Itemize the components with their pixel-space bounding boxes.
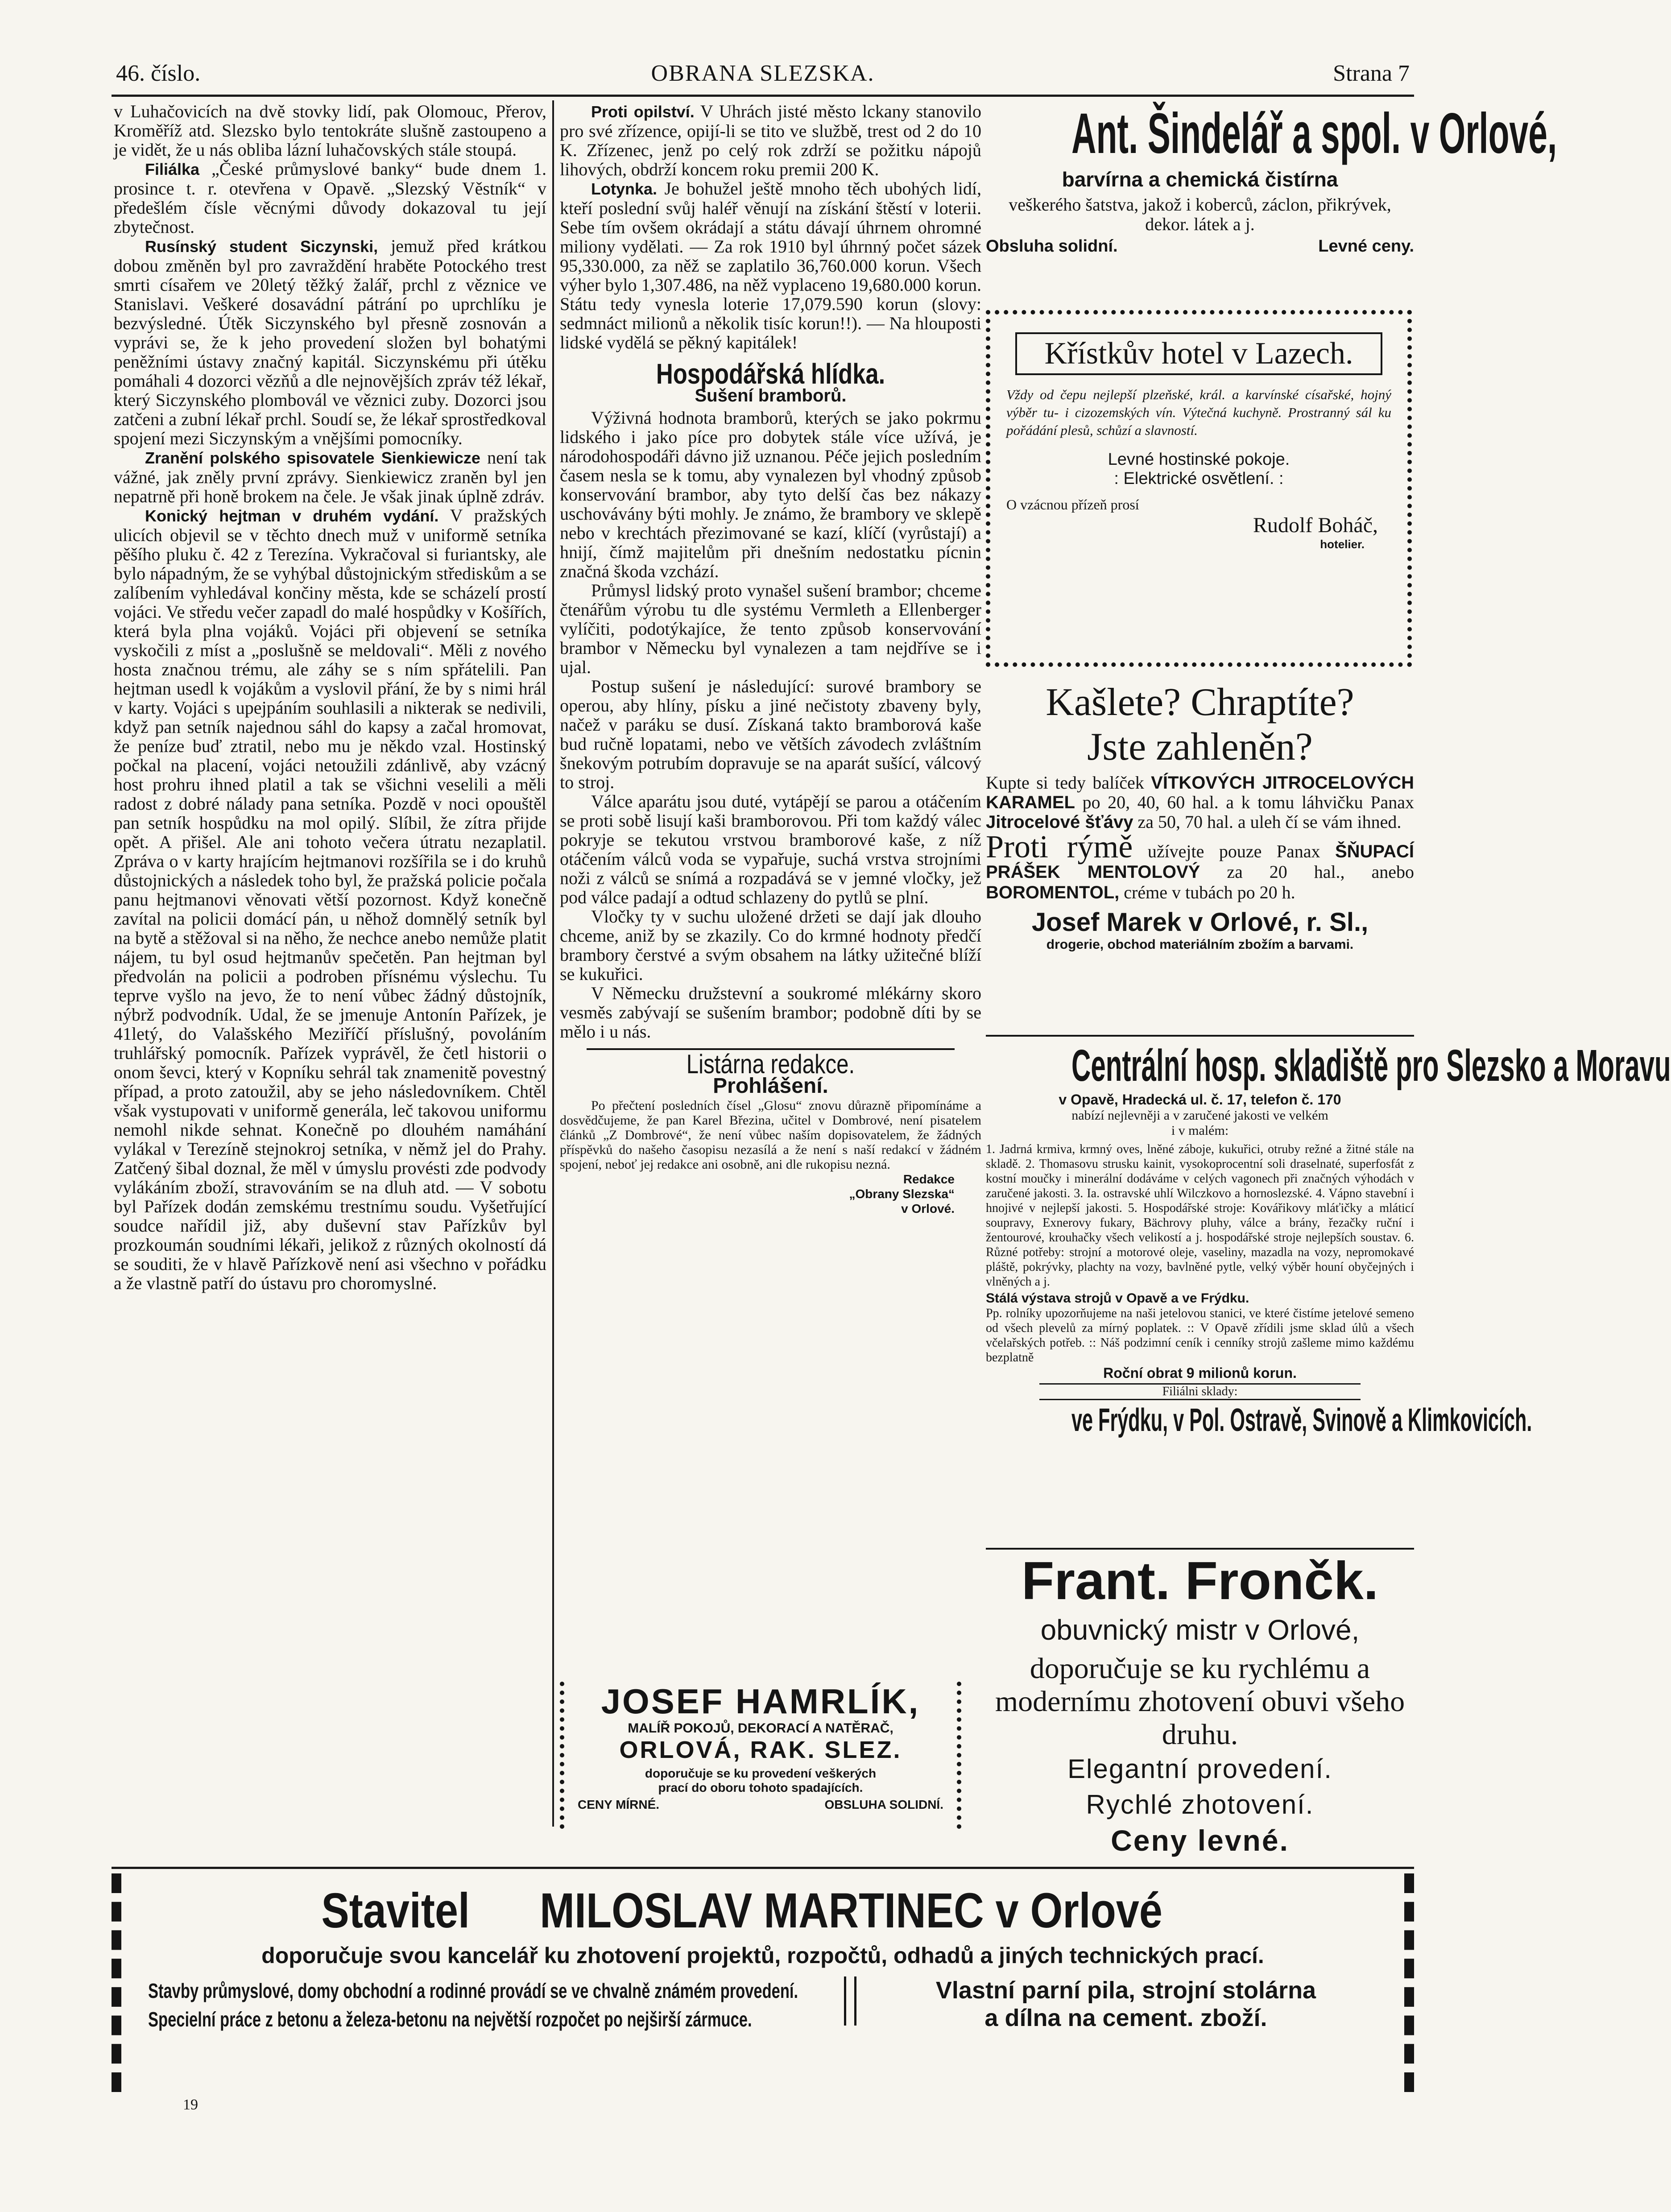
article-loterie: Lotynka. Je bohužel ještě mnoho těch ubohých lidí, kteří poslední svůj haléř věnují na získání štěstí v loterii. Sebe tím ovšem okrádají a státu dávají úhrnem ohromné miliony vydělati. — Za rok 1910 byl úhrnný počet sázek 95,330.000, za něž se zaplatilo 36,760.000 korun. Všech výher bylo 1,307.486, na něž vyplaceno 19,680.000 korun. Státu tedy vynesla loterie 17,079.590 korun (slovy: sedmnáct milionů a několik tisíc korun!!). — Na hlouposti lidské vydělá se pěkný kapitálek! [560,178,982,352]
article-hejtman-head: Konický hejtman v druhém vydání. [145,507,439,525]
ad-hamrlik-line2: prací do oboru tohoto spadajících. [658,1781,863,1794]
column-1 [114,102,546,1609]
ad-sindelar-footer: Obsluha solidní. Levné ceny. [986,237,1414,256]
ad-froncek [986,1548,1414,1857]
ad-martinec-right2: a dílna na cement. zboží. [984,2005,1267,2031]
ad-sklad-body2: Pp. rolníky upozorňujeme na naši jetelovou stanici, ve které čistíme jetelové semeno od všech plevelů za mírný poplatek. :: V Opavě zřídili jsme sklad úlů a všech včelařských potřeb. :: Náš podzimní ceník i cenníky strojů zašleme mimo každému bezplatně [986,1307,1414,1364]
header-rule [112,95,1414,97]
ad-froncek-line1: doporučuje se ku rychlému a modernímu zhotovení obuvi všeho druhu. [995,1652,1405,1751]
ad-kaslete-p1: Kupte si tedy balíček VÍTKOVÝCH JITROCELOVÝCH KARAMEL po 20, 40, 60 hal. a k tomu láhvičku Panax Jitrocelové šťávy za 50, 70 hal. a uleh čí se vám ihned. [986,773,1415,832]
ad-sklad-title: Centrální hosp. skladiště pro Slezsko a Moravu [1071,1041,1671,1091]
ad-sklad [986,1035,1671,1548]
ad-martinec-left [148,1976,826,2034]
ad-kristek-line2: Levné hostinské pokoje. [1108,450,1290,469]
para-suseni-2: Průmysl lidský proto vynašel sušení brambor; chceme čtenářům výrobu tu dle systému Vermleth a Ellenberger vylíčiti, podotýkajíce, že tento způsob konservování brambor v Německu byl vynalezen a tam nejdříve se i ujal. [560,580,981,677]
issue-number: 46. číslo. [116,61,201,86]
ad-kaslete [986,680,1414,1050]
article-sienkiewicz: Zranění polského spisovatele Sienkiewicze není tak vážné, jak zněly první zprávy. Sienkiewicz zraněn byl jen nepatrně při honě brokem na čele. Je však jinak úplně zdráv. [114,447,547,506]
section-title-hospodarska: Hospodářská hlídka. [656,358,885,390]
ad-sindelar-line: veškerého šatstva, jakož i koberců, záclon, přikrývek, dekor. látek a j. [1009,194,1391,234]
ad-sklad-branches: ve Frýdku, v Pol. Ostravě, Svinově a Klimkovicích. [1071,1402,1532,1438]
article-siczynski: Rusínský student Siczynski, jemuž před krátkou dobou změněn byl pro zavraždění hraběte Potockého trest smrti císařem ve 20letý těžký žalář, prchl z věznice ve Stanislavi. Veškeré dosavádní pátrání po uprchlíku je bezvýsledné. Útěk Siczynského byl přesně zosnován a vyprávi se, že k jeho provedení složen byl bohatými peněžními ústavy značný kapitál. Siczynskému při útěku pomáhali 4 dozorci vězňů a dle nejnovějších zpráv též lékař, který Siczynského plombovál ve věznici zuby. Dozorci jsou zatčeni a zubní lékař prchl. Soudí se, že lékař sprostředkoval spojení mezi Siczynským a vnějšími pomocníky. [114,236,546,448]
ad-kaslete-seller2: drogerie, obchod materiálním zbožím a barvami. [1046,937,1354,952]
ad-hamrlik-line1: doporučuje se ku provedení veškerých [645,1766,877,1780]
article-opilstvi: Proti opilství. V Uhrách jisté město lckany stanovilo pro své zřízence, opijí-li se tito ve službě, trest od 2 do 10 K. Zřízenec, jenž po celý rok zdrží se požitku nápojů lihových, obdrží koncem roku premii 200 K. [560,101,982,179]
ad-martinec-line3: Specielní práce z betonu a železa-betonu na největší rozpočet po nejširší zármuce. [148,2008,752,2031]
ad-hamrlik-name: JOSEF HAMRLÍK, [601,1682,920,1721]
ad-hamrlik-town: ORLOVÁ, RAK. SLEZ. [619,1737,902,1763]
ad-froncek-line4: Ceny levné. [1111,1824,1289,1857]
ad-froncek-line2: Elegantní provedení. [1067,1754,1332,1784]
section-title-listarna: Listárna redakce. [686,1049,855,1079]
ad-martinec-line1: doporučuje svou kancelář ku zhotovení projektů, rozpočtů, odhadů a jiných technických prací. [261,1943,1264,1968]
column-2 [560,102,981,1650]
ad-sklad-addr: v Opavě, Hradecká ul. č. 17, telefon č. 170 [1059,1092,1341,1108]
para-suseni-4: Válce aparátu jsou duté, vytápějí se parou a otáčením se proti sobě lisují kaši bramborovou. Při tom každý válec pokryje se tekutou vrstvou bramborové kaše, z níž otáčením válců voda se vypařuje, suchá vrstva strojními noži z válců se snímá a rozpadává se v jemné vločky, jež pod válce padají a odtud schlazeny do pytlů se plní. [560,791,981,907]
bottom-ad-rule [112,1867,1414,1869]
ad-sklad-lead: nabízí nejlevněji a v zaručené jakosti ve velkém i v malém: [1071,1108,1328,1138]
ad-sindelar [986,100,1557,297]
ad-hamrlik-footer: CENY MÍRNÉ. OBSLUHA SOLIDNÍ. [578,1798,943,1811]
ad-kristek-line1: Vždy od čepu nejlepší plzeňské, král. a karvínské císařské, hojný výběr tu- i cizozemských vín. Výtečná kuchyně. Prostranný sál ku pořádání plesů, schůzí a slavností. [1006,387,1391,438]
ad-martinec-title: Stavitel MILOSLAV MARTINEC v Orlové [321,1883,1162,1938]
article-sienkiewicz-head: Zranění polského spisovatele Sienkiewicze [145,449,480,467]
ad-froncek-line3: Rychlé zhotovení. [1086,1790,1314,1819]
ad-kristek-line3: : Elektrické osvětlení. : [1114,469,1284,488]
ad-martinec-divider [844,1976,856,2026]
para-suseni-1: Výživná hodnota bramborů, kterých se jako pokrmu lidského i jako píce pro dobytek stále více užívá, je národohospodáři dávno již uznanou. Péče jejich posledním časem nesla se k tomu, aby vynalezen byl vhodný způsob konservování brambor, aby tyto delší čas bez nákazy uschovávány býti mohly. Je známo, že brambory ve sklepě nebo v krechtách přezimované se kazí, klíčí (vyrůstají) a hnijí, čímž majitelům při dnešním nedostatku pícnin značná škoda vzchází. [560,408,981,581]
subsection-title-suseni: Sušení bramborů. [695,386,847,405]
para-prohlaseni: Po přečtení posledních čísel „Glosu“ znovu důrazně připomínáme a dosvědčujeme, že pan Karel Březina, učitel v Dombrové, není pisatelem článků „Z Dombrové“, že není vůbec naším dopisovatelem, že žádných příspěvků do našeho časopisu nezasílá a že není s naší redakcí v žádném spojení, neboť jej redakce ani osobně, ani dle rukopisu nezná. [560,1098,981,1172]
ad-martinec-bottom [148,1976,1377,2034]
ad-martinec-right1: Vlastní parní pila, strojní stolárna [935,1977,1316,2004]
ad-kristek-role: hotelier. [1320,537,1365,551]
newspaper-title: OBRANA SLEZSKA. [651,61,875,86]
ad-kristek-name: Křístkův hotel v Lazech. [1015,332,1382,375]
ad-hamrlik [560,1682,961,1829]
footer-mark: 19 [183,2096,198,2113]
ad-kaslete-h2: Jste zahleněn? [1087,725,1313,769]
column-divider-1 [552,100,554,1827]
ad-martinec [112,1873,1414,2092]
ad-kaslete-h1: Kašlete? Chraptíte? [1046,681,1354,724]
ad-sindelar-sub: barvírna a chemická čistírna [1062,168,1338,191]
article-loterie-head: Lotynka. [591,180,658,198]
ad-kaslete-p2: Proti rýmě užívejte pouze Panax ŠŇUPACÍ PRÁŠEK MENTOLOVÝ za 20 hal., anebo BOROMENTOL, créme v tubách po 20 h. [986,829,1414,902]
signature: Redakce „Obrany Slezska“ v Orlové. [849,1172,955,1216]
article-hejtman: Konický hejtman v druhém vydání. V pražských ulicích objevil se v těchto dnech muž v uniformě setníka pěšího pluku č. 42 z Terezína. Vykračoval si furiantsky, ale bylo nápadným, že se vyhýbal důstojnickým střediskům a se zalíbením vyhledával končiny města, kde se scházelí prostí vojáci. Ve středu večer zapadl do malé hospůdky v Košířích, která byla plna vojáků. Vojáci při objevení se setníka vyskočili z míst a „poslušně se meldovali“. Měli z nového hosta značnou trému, ale záhy se s ním spřátelili. Pan hejtman usedl k vojákům a vyslovil přání, že by s nimi hrál v karty. Vojáci s upejpáním souhlasili a nikterak se nedivili, když pan setník najednou sáhl do kapsy a začal hromovat, že peníze buď ztratil, nebo mu je někdo vzal. Hostinský počkal na placení, vojáci netoužili zdánlivě, aby vzácný host prohru ihned platil a tak se všichni veselili a měli radost z dobré nálady pana setníka. Pozdě v noci opouštěl pan setník hospůdku na mol opilý. Slíbil, že zítra přijde opět. A přišel. Ale ani tohoto večera útratu nezaplatil. Zpráva o v karty hrajícím hejtmanovi rozšířila se i do kruhů důstojnických a následek toho byl, že pražská policie počala panu hejtmanovi věnovati větší pozornost. Když konečně zavítal na policii domácí pán, u něhož domnělý setník byl na bytě a stěžoval si na něho, že nechce anebo nemůže platit nájem, tu byl osud hejtmanův spečetěn. Pan hejtman byl předvolán na policii a podroben přísnému výslechu. Tu teprve vyšlo na jevo, že to není vůbec žádný důstojník, nýbrž podvodník. Udal, že se jmenuje Antonín Pařízek, je 41letý, do Valašského Meziříčí příslušný, povoláním truhlářský pomocník. Pařízek vyprávěl, že četl historii o onom ševci, který v Kopníku sehrál tak znamenitě povestný případ, a proto zatoužil, aby se jeho následovníkem. Chtěl však vystupovati v uniformě generála, leč takovou uniformu nemohl nikde sehnat. Konečně po dlouhém namáhání vylákal v Terezíně stejnokroj setníka, v němž jel do Prahy. Zatčený šibal doznal, že měl v úmyslu provésti zde podvody vylákáním zboží, stravováním se na dluh atd. — V sobotu byl Pařízek dodán zemskému trestnímu soudu. Vyšetřující soudce nařídil již, aby duševní stav Pařízkův byl prozkoumán soudními lékaři, jelikož z různých okolností dá se souditi, že v hlavě Pařízkově není asi všechno v pořádku a že vlastně patří do ústavu pro choromyslné. [114,505,547,1293]
para-suseni-6: V Německu družstevní a soukromé mlékárny skoro vesměs zabývají se sušením brambor; podobně díti by se mělo i u nás. [560,983,981,1042]
ad-froncek-trade: obuvnický mistr v Orlové, [1040,1614,1360,1646]
ad-sklad-exhibit: Stálá výstava strojů v Opavě a ve Frýdku. [986,1291,1249,1306]
ad-sklad-branches-label: Filiálni sklady: [1039,1383,1361,1400]
article-filialka-head: Filiálka [145,160,200,178]
ad-kristek-line4: O vzácnou přízeň prosí [1006,496,1139,513]
ad-martinec-line2: Stavby průmyslové, domy obchodní a rodinné provádí se ve chvalně známém provedení. [148,1979,798,2002]
ad-kristek-owner: Rudolf Boháč, [1253,513,1378,537]
ad-hamrlik-trade: MALÍŘ POKOJŮ, DEKORACÍ A NATĚRAČ, [628,1721,893,1736]
para-suseni-5: Vločky ty v suchu uložené držeti se dají jak dlouho chceme, aniž by se zkazily. Co do krmné hodnoty předčí brambory čerstvé a svým obsahem na látky užitečné blíží se kukuřici. [560,906,981,984]
ad-kristek [986,310,1412,667]
page-number: Strana 7 [1333,61,1410,86]
ad-sklad-body: 1. Jadrná krmiva, krmný oves, lněné záboje, kukuřici, otruby režné a žitné stále na skladě. 2. Thomasovu strusku kainit, vysokoprocentní soli draselnaté, superfosfát z kostní moučky i minerální dodáváme v celých vagonech při značných výhodách v zaručené jakosti. 3. Ia. ostravské uhlí Wilczkovo a hornoslezské. 4. Vápno stavební i hnojivé v nejlepší jakosti. 5. Hospodářské stroje: Kovářikovy mláťičky a mláticí soupravy, Exnerovy fukary, Bächrovy pluhy, válce a brány, řezačky ruční i žentourové, krouhačky všech velikostí a j. hospodářské stroje nejlepších soustav. 6. Různé potřeby: strojní a motorové oleje, vaseliny, mazadla na vozy, nepromokavé pláště, pokrývky, plachty na vozy, bavlněné pytle, velký výběr houní obyčejných i vlněných a j. [986,1142,1414,1289]
article-luhacovice: v Luhačovicích na dvě stovky lidí, pak Olomouc, Přerov, Kroměříž atd. Slezsko bylo tentokráte slušně zastoupeno a je vidět, že u nás obliba lázní luhačovských stále stoupá. [114,101,546,160]
ad-sindelar-name: Ant. Šindelář a spol. v Orlové, [1071,102,1557,165]
article-filialka: Filiálka „České průmyslové banky“ bude dnem 1. prosince t. r. otevřena v Opavě. „Slezský Věstník“ v předešlém čísle věcnými důvody dokazoval tu její zbytečnost. [114,159,546,237]
subsection-title-prohlaseni: Prohlášení. [713,1074,828,1098]
ad-froncek-name: Frant. Frončk. [1021,1551,1379,1611]
ad-sklad-turnover: Roční obrat 9 milionů korun. [1103,1365,1297,1381]
para-suseni-3: Postup sušení je následující: surové brambory se operou, aby hlíny, písku a jiné nečistoty zbaveny byly, načež v paráku se dusí. Získaná takto bramborová kaše bud ručně lopatami, nebo ve větších závodech zvláštním šnekovým potrubím dopravuje se na aparát sušící, válcový to stroj. [560,676,981,792]
article-opilstvi-head: Proti opilství. [591,103,695,121]
ad-martinec-right [874,1976,1377,2034]
page-header [116,60,1410,91]
ad-kaslete-seller: Josef Marek v Orlové, r. Sl., [1031,908,1369,937]
article-siczynski-head: Rusínský student Siczynski, [145,237,378,256]
